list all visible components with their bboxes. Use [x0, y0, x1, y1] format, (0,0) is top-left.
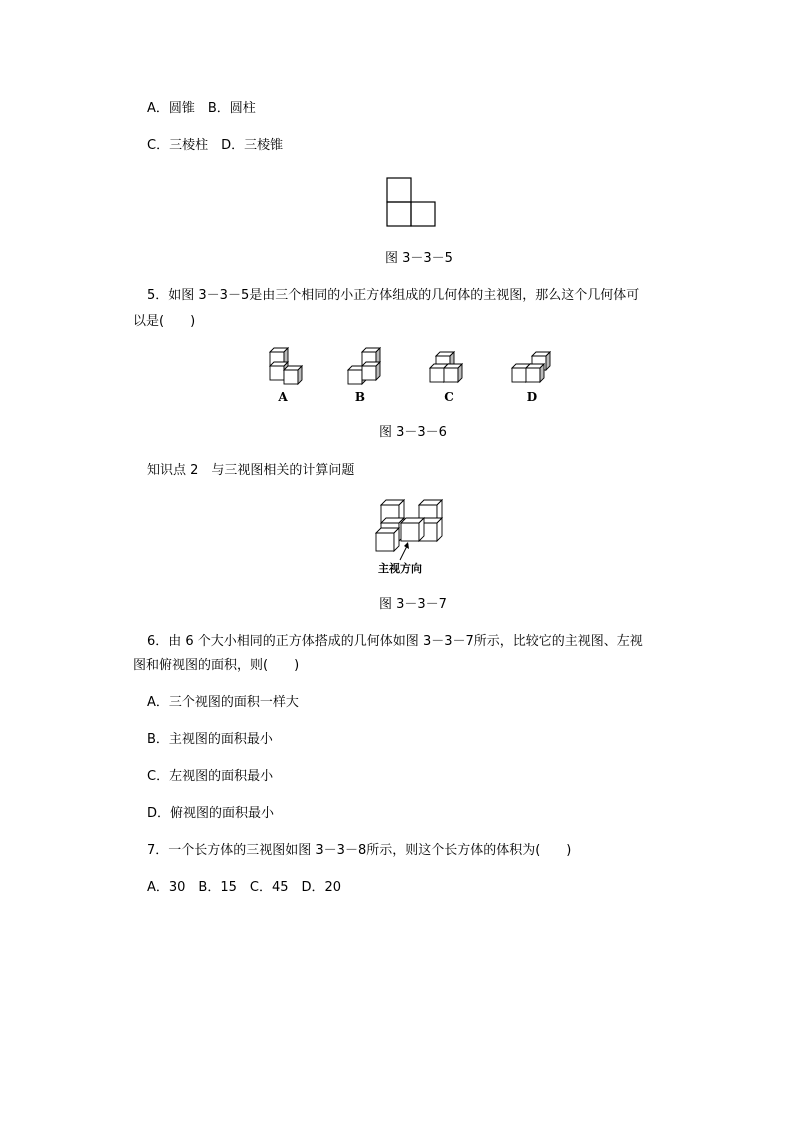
q4-options-line2: C．三棱柱 D．三棱锥	[147, 138, 284, 153]
figure-caption-3-3-7: 图 3－3－7	[379, 597, 447, 612]
view-square-bottom-left	[387, 202, 411, 226]
figure-caption-3-3-6: 图 3－3－6	[379, 425, 447, 440]
solid-option-a	[270, 348, 302, 384]
solid-label-a: A	[278, 390, 288, 404]
figure-3-3-5	[386, 177, 438, 229]
solid-label-b: B	[354, 390, 366, 404]
view-square-bottom-right	[411, 202, 435, 226]
view-square-top	[387, 178, 411, 202]
solid-label-d: D	[526, 390, 538, 404]
q6-stem-line1: 6．由 6 个大小相同的正方体搭成的几何体如图 3－3－7所示，比较它的主视图、左视	[147, 634, 643, 649]
q6-stem-line2: 图和俯视图的面积，则( )	[133, 658, 300, 673]
solid-six-cubes	[376, 500, 442, 551]
section-title: 知识点 2 与三视图相关的计算问题	[147, 463, 355, 478]
figure-3-3-7	[372, 500, 452, 580]
q6-option-c: C．左视图的面积最小	[147, 769, 274, 784]
direction-label: 主视方向	[378, 562, 422, 575]
solid-option-c	[430, 352, 462, 382]
q6-option-d: D．俯视图的面积最小	[147, 806, 275, 821]
figure-caption-3-3-5: 图 3－3－5	[385, 251, 453, 266]
solid-label-c: C	[444, 390, 454, 404]
q7-options: A．30 B．15 C．45 D．20	[147, 880, 342, 895]
figure-3-3-6	[262, 346, 562, 408]
solid-option-d	[512, 352, 550, 382]
q5-stem-line2: 以是( )	[133, 314, 196, 329]
q7-stem: 7．一个长方体的三视图如图 3－3－8所示，则这个长方体的体积为( )	[147, 843, 572, 858]
q6-option-b: B．主视图的面积最小	[147, 732, 273, 747]
q4-options-line1: A．圆锥 B．圆柱	[147, 101, 256, 116]
solid-option-b	[348, 348, 380, 384]
q5-stem-line1: 5．如图 3－3－5是由三个相同的小正方体组成的几何体的主视图，那么这个几何体可	[147, 288, 640, 303]
q6-option-a: A．三个视图的面积一样大	[147, 695, 299, 710]
